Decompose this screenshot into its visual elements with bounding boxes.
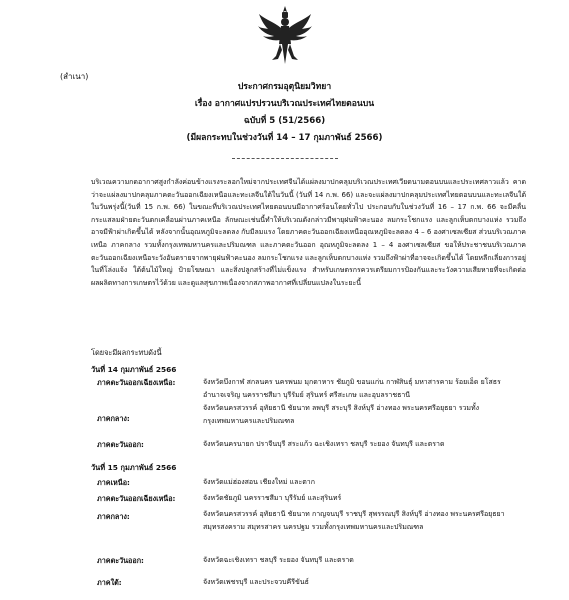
region-provinces: จังหวัดแม่ฮ่องสอน เชียงใหม่ และตาก [203, 478, 315, 486]
dashed-divider [232, 158, 338, 159]
region-provinces: จังหวัดนครนายก ปราจีนบุรี สระแก้ว ฉะเชิงเทรา ชลบุรี ระยอง จันทบุรี และตราด [203, 440, 445, 448]
title-subject: เรื่อง อากาศแปรปรวนบริเวณประเทศไทยตอนบน [194, 99, 375, 109]
region-label: ภาคกลาง: [97, 512, 130, 521]
garuda-emblem-icon [256, 4, 314, 68]
region-provinces: จังหวัดเพชรบุรี และประจวบคีรีขันธ์ [203, 578, 309, 586]
region-label: ภาคเหนือ: [97, 478, 130, 487]
day-heading: วันที่ 15 กุมภาพันธ์ 2566 [91, 463, 177, 472]
region-provinces: จังหวัดฉะเชิงเทรา ชลบุรี ระยอง จันทบุรี และตราด [203, 556, 354, 564]
copy-label: (สำเนา) [60, 72, 89, 81]
title-agency: ประกาศกรมอุตุนิยมวิทยา [237, 82, 332, 92]
impact-intro: โดยจะมีผลกระทบดังนี้ [91, 348, 162, 357]
title-effective-period: (มีผลกระทบในช่วงวันที่ 14 – 17 กุมภาพันธ์ 2566) [186, 133, 383, 143]
region-label: ภาคตะวันออก: [97, 440, 144, 449]
announcement-title-block [0, 79, 569, 147]
region-label: ภาคกลาง: [97, 414, 130, 423]
body-paragraph-text: บริเวณความกดอากาศสูงกำลังค่อนข้างแรงระลอกใหม่จากประเทศจีนได้แผ่ลงมาปกคลุมบริเวณประเทศเวียดนามตอนบนและประเทศลาวแล้ว คาดว่าจะแผ่ลงมาปกคลุมภาคตะวันออกเฉียงเหนือและทะเลจีนใต้ในวันนี้ (วันที่ 14 ก.พ. 66) และจะแผ่ลงมาปกคลุมประเทศไทยตอนบนและทะเลจีนใต้ในวันพรุ่งนี้(วันที่ 15 ก.พ. 66) ในขณะที่บริเวณประเทศไทยตอนบนมีอากาศร้อนโดยทั่วไป ประกอบกับในช่วงวันที่ 16 – 17 ก.พ. 66 จะมีคลื่นกระแสลมฝ่ายตะวันตกเคลื่อนผ่านภาคเหนือ ลักษณะเช่นนี้ทำให้บริเวณดังกล่าวมีพายุฝนฟ้าคะนอง ลมกระโชกแรง และลูกเห็บตกบางแห่ง รวมถึงอาจมีฟ้าผ่าเกิดขึ้นได้ หลังจากนั้นอุณหภูมิจะลดลง กับมีลมแรง โดยภาคตะวันออกเฉียงเหนืออุณหภูมิจะลดลง 4 – 6 องศาเซลเซียส ส่วนบริเวณภาคเหนือ ภาคกลาง รวมทั้งกรุงเทพมหานครและปริมณฑล และภาคตะวันออก อุณหภูมิจะลดลง 1 – 4 องศาเซลเซียส ขอให้ประชาชนบริเวณภาคตะวันออกเฉียงเหนือระวังอันตรายจากพายุฝนฟ้าคะนอง ลมกระโชกแรง และลูกเห็บตกบางแห่ง รวมถึงฟ้าผ่าที่อาจจะเกิดขึ้นได้ โดยหลีกเลี่ยงการอยู่ในที่โล่งแจ้ง ใต้ต้นไม้ใหญ่ ป้ายโฆษณา และสิ่งปลูกสร้างที่ไม่แข็งแรง สำหรับเกษตรกรควรเตรียมการป้องกันและระวังความเสียหายที่จะเกิดต่อผลผลิตทางการเกษตรไว้ด้วย และดูแลสุขภาพเนื่องจากสภาพอากาศที่เปลี่ยนแปลงในระยะนี้ [91, 178, 526, 287]
region-provinces: จังหวัดบึงกาฬ สกลนคร นครพนม มุกดาหาร ชัยภูมิ ขอนแก่น กาฬสินธุ์ มหาสารคาม ร้อยเอ็ด ยโสธร อำนาจเจริญ นครราชสีมา บุรีรัมย์ สุรินทร์ ศรีสะเกษ และอุบลราชธานี [203, 378, 501, 399]
region-label: ภาคตะวันออกเฉียงเหนือ: [97, 494, 176, 503]
day-heading: วันที่ 14 กุมภาพันธ์ 2566 [91, 365, 177, 374]
region-provinces: จังหวัดนครสวรรค์ อุทัยธานี ชัยนาท กาญจนบุรี ราชบุรี สุพรรณบุรี สิงห์บุรี อ่างทอง พระนครศรีอยุธยา สมุทรสงคราม สมุทรสาคร นครปฐม รวมทั้งกรุงเทพมหานครและปริมณฑล [203, 510, 505, 531]
region-label: ภาคใต้: [97, 578, 122, 587]
region-label: ภาคตะวันออก: [97, 556, 144, 565]
title-issue-number: ฉบับที่ 5 (51/2566) [243, 116, 326, 126]
region-provinces: จังหวัดนครสวรรค์ อุทัยธานี ชัยนาท ลพบุรี สระบุรี สิงห์บุรี อ่างทอง พระนครศรีอยุธยา รวมทั้งกรุงเทพมหานครและปริมณฑล [203, 404, 480, 425]
region-label: ภาคตะวันออกเฉียงเหนือ: [97, 378, 176, 387]
body-paragraph [91, 176, 526, 289]
region-provinces: จังหวัดชัยภูมิ นครราชสีมา บุรีรัมย์ และสุรินทร์ [203, 494, 342, 502]
